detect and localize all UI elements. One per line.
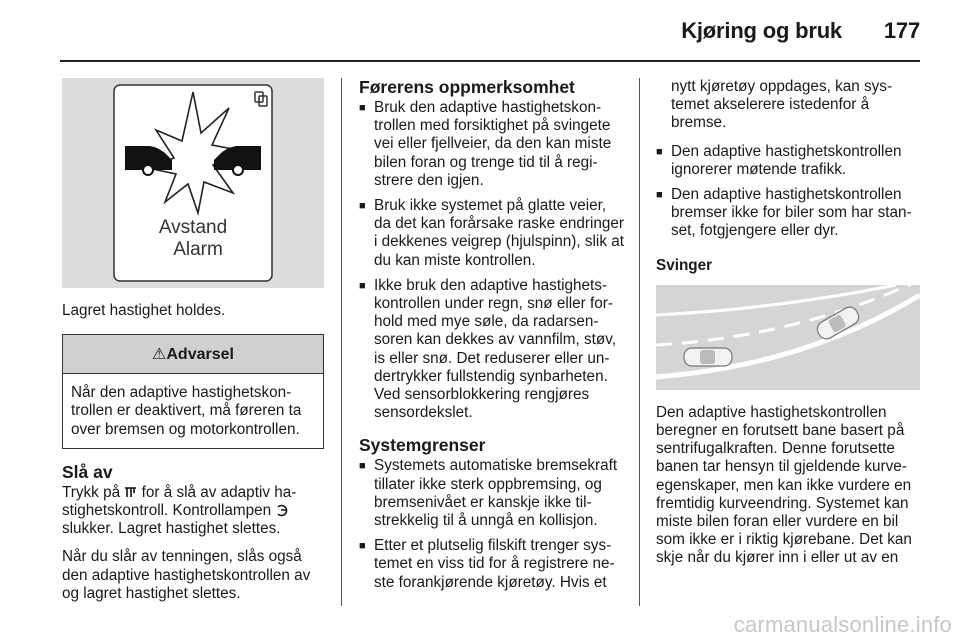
page-number: 177 (883, 18, 920, 43)
paragraph-curves: Den adaptive hastighetskontrollen beregner en forutsett bane basert på sentrifugalkraften. Denne forutsette banen tar hensyn til gjeldende kurveegenskaper, men kan ikke vurdere en fremtidig kurveendring. Systemet kan miste bilen foran eller vurdere en bil som ikke er i riktig kjørebane. Det kan skje når du kjører inn i eller ut av en (656, 403, 912, 567)
watermark: carmanualsonline.info (733, 612, 952, 637)
list-limits-continued (656, 143, 920, 241)
figure-text-line2: Alarm (173, 239, 223, 260)
paragraph-continued: nytt kjøretøy oppdages, kan systemet akselerere istedenfor å bremse. (671, 78, 893, 132)
heading-curves: Svinger (656, 256, 713, 274)
list-item: ■ Bruk ikke systemet på glatte veier, da det kan forårsake raske endringer i dekkenes veigrep (hjulspinn), slik at du kan miste kontrollen. (359, 197, 625, 270)
list-item: ■ Etter et plutselig filskift trenger systemet en viss tid for å registrere neste forankjørende kjøretøy. Hvis et (359, 537, 625, 592)
cruise-cancel-icon (124, 485, 137, 499)
heading-driver-attention: Førerens oppmerksomhet (359, 77, 575, 97)
paragraph-turn-off (62, 484, 324, 539)
curve-illustration (656, 285, 920, 390)
column-1 (62, 78, 324, 613)
warning-body: Når den adaptive hastighetskontrollen er deaktivert, må føreren ta over bremsen og motorkontrollen. (71, 384, 302, 438)
list-system-limits (359, 457, 625, 591)
figure-text-line1: Avstand (158, 217, 228, 238)
warning-title: Advarsel (166, 346, 234, 364)
list-item: ■ Den adaptive hastighetskontrollen ignorerer møtende trafikk. (656, 143, 920, 179)
header-title: Kjøring og bruk (681, 18, 842, 43)
section-heading-turn-off: Slå av (62, 461, 113, 482)
warning-icon: ⚠ (152, 346, 167, 364)
paragraph-ignition: Når du slår av tenningen, slås også den adaptive hastighetskontrollen av og lagret hastighet slettes. (62, 548, 311, 602)
curve-figure (656, 285, 920, 390)
list-item: ■ Systemets automatiske bremsekraft tillater ikke sterk oppbremsing, og bremsenivået er kanskje ikke tilstrekkelig til å unngå en kollisjon. (359, 457, 625, 530)
car-own-icon (684, 348, 732, 366)
column-divider-2 (639, 78, 640, 606)
heading-system-limits: Systemgrenser (359, 435, 486, 456)
distance-alarm-figure (62, 78, 324, 288)
text-fragment: for å slå av adaptiv hastighetskontroll. Kontrollampen (62, 483, 297, 520)
column-2 (359, 78, 625, 602)
list-item: ■ Ikke bruk den adaptive hastighetskontrollen under regn, snø eller forhold med mye søle, da radarsensoren kan dekkes av vannfilm, støv, is eller snø. Det reduserer eller undertrykker fullstendig synbarheten. Ved sensorblokkering rengjøres sensordekslet. (359, 277, 625, 423)
list-item: ■ Bruk den adaptive hastighetskontrollen med forsiktighet på svingete vei eller fjellveier, da den kan miste bilen foran og trenge tid til å registrere den igjen. (359, 99, 625, 190)
warning-box (62, 334, 324, 449)
text-fragment: Trykk på (62, 483, 125, 501)
page-header (681, 18, 920, 44)
distance-alarm-illustration (62, 78, 324, 288)
paragraph-speed-kept: Lagret hastighet holdes. (62, 302, 226, 319)
list-driver-attention (359, 99, 625, 422)
control-lamp-icon (275, 503, 288, 517)
header-rule (60, 60, 920, 62)
text-fragment: slukker. Lagret hastighet slettes. (62, 520, 281, 538)
column-3 (656, 78, 920, 578)
column-divider-1 (341, 78, 342, 606)
list-item: ■ Den adaptive hastighetskontrollen bremser ikke for biler som har stanset, fotgjengere eller dyr. (656, 186, 920, 241)
warning-header (63, 335, 323, 374)
